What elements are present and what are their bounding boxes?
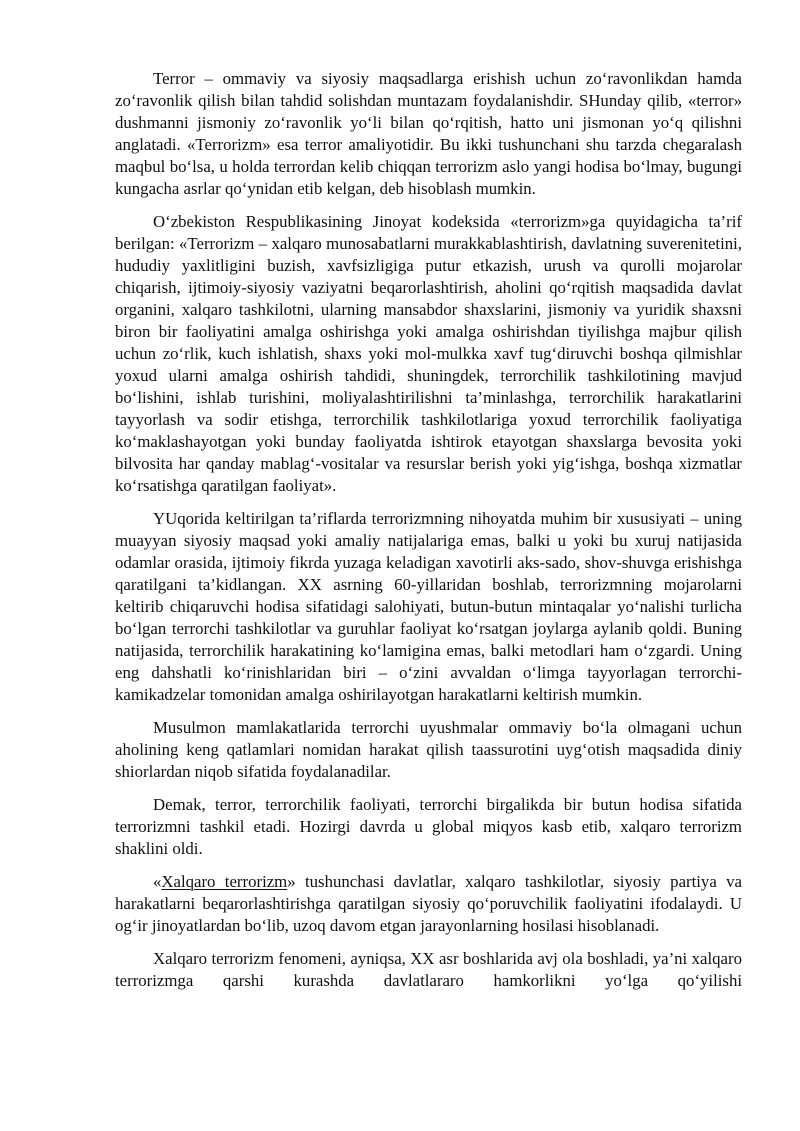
term-paragraph-text: » tushunchasi davlatlar, xalqaro tashkilotlar, siyosiy partiya va harakatlarni beqarorlashtirishga qaratilgan siyosiy qo‘poruvchilik faoliyatini ifodalaydi. U og‘ir jinoyatlardan bo‘lib, uzoq davom etgan jarayonlarning hosilasi hisoblanadi. <box>115 872 742 935</box>
paragraph-religious-slogans: Musulmon mamlakatlarida terrorchi uyushmalar ommaviy bo‘la olmagani uchun aholining keng qatlamlari nomidan harakat qilish taassurotini uyg‘otish maqsadida diniy shiorlardan niqob sifatida foydalanadilar. <box>115 718 742 781</box>
paragraph-global-scale: Demak, terror, terrorchilik faoliyati, terrorchi birgalikda bir butun hodisa sifatida terrorizmni tashkil etadi. Hozirgi davrda u global miqyos kasb etib, xalqaro terrorizm shaklini oldi. <box>115 795 742 858</box>
paragraph-phenomenon: Xalqaro terrorizm fenomeni, ayniqsa, XX asr boshlarida avj ola boshladi, ya’ni xalqaro terrorizmga qarshi kurashda davlatlararo hamkorlikni yo‘lga qo‘yilishi <box>115 949 742 990</box>
paragraph-terror-definition: Terror – ommaviy va siyosiy maqsadlarga erishish uchun zo‘ravonlikdan hamda zo‘ravonlik qilish bilan tahdid solishdan muntazam foydalanishdir. SHunday qilib, «terror» dushmanni jismoniy zo‘ravonlik yo‘li bilan qo‘rqitish, hatto uni jismonan yo‘q qilishni anglatadi. «Terrorizm» esa terror amaliyotidir. Bu ikki tushunchani shu tarzda chegaralash maqbul bo‘lsa, u holda terrordan kelib chiqqan terrorizm aslo yangi hodisa bo‘lmay, bugungi kungacha asrlar qo‘ynidan etib kelgan, deb hisoblash mumkin. <box>115 69 742 198</box>
document-page <box>115 68 742 1003</box>
paragraph-criminal-code-definition: O‘zbekiston Respublikasining Jinoyat kodeksida «terrorizm»ga quyidagicha ta’rif berilgan: «Terrorizm – xalqaro munosabatlarni murakkablashtirish, davlatning suverenitetini, hududiy yaxlitligini buzish, xavfsizligiga putur etkazish, urush va qurolli mojarolar chiqarish, ijtimoiy-siyosiy vaziyatni beqarorlashtirish, aholini qo‘rqitish maqsadida davlat organini, xalqaro tashkilotni, ularning mansabdor shaxslarini, jismoniy va yuridik shaxsni biron bir faoliyatini amalga oshirishga yoki amalga oshirishdan tiyilishga majbur qilish uchun zo‘rlik, kuch ishlatish, shaxs yoki mol-mulkka xavf tug‘diruvchi boshqa qilmishlar yoxud ularni amalga oshirish tahdidi, shuningdek, terrorchilik tashkilotining mavjud bo‘lishini, ishlab turishini, moliyalashtirilishni ta’minlashga, terrorchilik harakatlarini tayyorlash va sodir etishga, terrorchilik tashkilotlariga yoxud terrorchilik faoliyatiga ko‘maklashayotgan yoki bunday faoliyatda ishtirok etayotgan shaxslarga bevosita yoki bilvosita har qanday mablag‘-vositalar va resurslar berish yoki yig‘ishga, boshqa xizmatlar ko‘rsatishga qaratilgan faoliyat». <box>115 212 742 495</box>
term-link-international-terrorism[interactable]: Xalqaro terrorizm <box>161 872 288 891</box>
paragraph-terrorism-features: YUqorida keltirilgan ta’riflarda terrorizmning nihoyatda muhim bir xususiyati – uning muayyan siyosiy maqsad yoki amaliy natijalariga emas, balki u yoki bu xuruj natijasida odamlar orasida, ijtimoiy fikrda yuzaga keladigan xavotirli aks-sado, shov-shuvga erishishga qaratilgani ta’kidlangan. XX asrning 60-yillaridan boshlab, terrorizmning mojarolarni keltirib chiqaruvchi hodisa sifatidagi salohiyati, butun-butun mintaqalar yo‘nalishi turlicha bo‘lgan terrorchi tashkilotlar va guruhlar faoliyat ko‘rsatgan joylarga aylanib qoldi. Buning natijasida, terrorchilik harakatining ko‘lamigina emas, balki metodlari ham o‘zgardi. Uning eng dahshatli ko‘rinishlaridan biri – o‘zini avvaldan o‘limga tayyorlagan terrorchi-kamikadzelar tomonidan amalga oshirilayotgan harakatlarni keltirish mumkin. <box>115 509 742 704</box>
paragraph-international-terrorism <box>115 871 742 937</box>
open-quote: « <box>153 872 162 891</box>
